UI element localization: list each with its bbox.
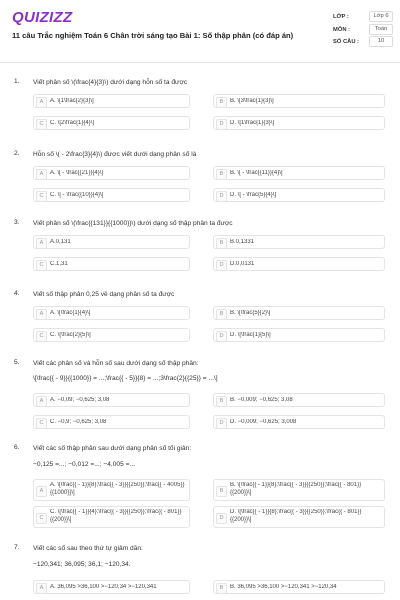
question-text: Viết các phân số và hỗn số sau dưới dạng số thập phân: xyxy=(33,360,199,367)
option-a[interactable] xyxy=(33,393,190,407)
option-a[interactable] xyxy=(33,580,190,594)
option-text: D. \[\frac{1}{5}\] xyxy=(230,332,271,338)
page-title: 11 câu Trắc nghiệm Toán 6 Chân trời sáng tạo Bài 1: Số thập phân (có đáp án) xyxy=(12,31,294,40)
option-text: D. \[\frac{{ - 1}}{8};\frac{{ - 3}}{{250}};\frac{{ - 801}}{{200}}\] xyxy=(230,509,362,523)
option-text: C.1,31 xyxy=(50,261,68,267)
option-letter: C xyxy=(36,513,47,524)
option-letter: B xyxy=(216,169,227,180)
option-letter: C xyxy=(36,191,47,202)
question-1 xyxy=(0,78,400,138)
question-number: 4. xyxy=(14,290,20,297)
option-b[interactable] xyxy=(213,235,385,249)
option-text: B. \[3\frac{1}{3}\] xyxy=(230,98,274,104)
option-letter: A xyxy=(36,169,47,180)
option-letter: C xyxy=(36,418,47,429)
option-letter: B xyxy=(216,486,227,497)
question-text: Viết số thập phân 0,25 về dạng phân số ta được xyxy=(33,291,175,298)
option-b[interactable] xyxy=(213,580,385,594)
option-letter: D xyxy=(216,331,227,342)
meta-label: MÔN : xyxy=(333,26,351,33)
option-text: A. −0,09; −0,625; 3,08 xyxy=(50,397,110,403)
option-letter: C xyxy=(36,260,47,271)
question-number: 6. xyxy=(14,444,20,451)
option-text: B. \[\frac{{ - 1}}{8};\frac{{ - 3}}{{250}};\frac{{ - 801}}{{200}}\] xyxy=(230,482,362,496)
option-d[interactable] xyxy=(213,415,385,429)
meta-panel xyxy=(333,11,393,49)
option-text: D.0,0131 xyxy=(230,261,255,267)
question-text: Viết phân số \(\frac{{131}}{{1000}}\) dưới dạng số thập phân ta được xyxy=(33,220,233,227)
option-a[interactable] xyxy=(33,235,190,249)
option-letter: D xyxy=(216,260,227,271)
option-letter: D xyxy=(216,418,227,429)
question-2 xyxy=(0,150,400,210)
question-number: 5. xyxy=(14,359,20,366)
question-text: Viết phân số \(\frac{4}{3}\) dưới dạng hỗn số ta được xyxy=(33,79,188,86)
question-subtext: \[\frac{{ - 9}}{{1000}} = ...;\frac{{ - 5}}{8} = ...;3\frac{2}{{25}} = ...\] xyxy=(33,375,218,382)
option-a[interactable] xyxy=(33,166,190,180)
option-b[interactable] xyxy=(213,479,385,501)
option-text: C. \[ - \frac{{10}}{4}\] xyxy=(50,192,104,198)
question-4 xyxy=(0,290,400,350)
option-d[interactable] xyxy=(213,116,385,130)
option-letter: B xyxy=(216,309,227,320)
option-letter: A xyxy=(36,583,47,594)
option-c[interactable] xyxy=(33,506,190,528)
option-letter: C xyxy=(36,331,47,342)
option-letter: A xyxy=(36,396,47,407)
meta-row-question-count xyxy=(333,36,393,49)
meta-value: Lớp 6 xyxy=(369,11,393,22)
option-text: B. −0,009; −0,625; 3,08 xyxy=(230,397,293,403)
option-text: A.0,131 xyxy=(50,239,71,245)
option-text: C. −0,9; −0,625; 3,08 xyxy=(50,419,107,425)
option-text: B. 36,095 >36,100 >−120,341 >−120,34 xyxy=(230,584,337,590)
option-letter: D xyxy=(216,191,227,202)
option-text: C. \[\frac{{ - 1}}{4};\frac{{ - 3}}{{250}};\frac{{ - 801}}{{200}}\] xyxy=(50,509,182,523)
option-d[interactable] xyxy=(213,188,385,202)
question-6 xyxy=(0,444,400,534)
option-letter: D xyxy=(216,513,227,524)
option-letter: A xyxy=(36,486,47,497)
option-a[interactable] xyxy=(33,479,190,501)
option-letter: B xyxy=(216,583,227,594)
question-number: 1. xyxy=(14,78,20,85)
option-text: A. \[1\frac{2}{3}\] xyxy=(50,98,94,104)
option-letter: A xyxy=(36,309,47,320)
option-text: D. \[1\frac{1}{3}\] xyxy=(230,120,275,126)
option-c[interactable] xyxy=(33,116,190,130)
option-c[interactable] xyxy=(33,415,190,429)
option-a[interactable] xyxy=(33,94,190,108)
option-text: A. 36,095 >36,100 >−120,34 >−120,341 xyxy=(50,584,157,590)
meta-label: LỚP : xyxy=(333,14,349,20)
question-7 xyxy=(0,544,400,600)
question-5 xyxy=(0,359,400,434)
option-b[interactable] xyxy=(213,166,385,180)
option-d[interactable] xyxy=(213,506,385,528)
question-number: 7. xyxy=(14,544,20,551)
option-a[interactable] xyxy=(33,306,190,320)
option-b[interactable] xyxy=(213,393,385,407)
question-text: Viết các số thập phân sau dưới dạng phân số tối giản: xyxy=(33,445,192,452)
option-d[interactable] xyxy=(213,328,385,342)
option-b[interactable] xyxy=(213,306,385,320)
worksheet-header xyxy=(0,0,400,63)
option-letter: D xyxy=(216,119,227,130)
option-c[interactable] xyxy=(33,188,190,202)
option-text: B. \[\frac{5}{2}\] xyxy=(230,310,271,316)
option-letter: B xyxy=(216,238,227,249)
question-text: Viết các số sau theo thứ tự giảm dần: xyxy=(33,545,143,552)
option-d[interactable] xyxy=(213,257,385,271)
option-letter: B xyxy=(216,396,227,407)
option-text: C. \[\frac{2}{5}\] xyxy=(50,332,91,338)
option-text: A. \[\frac{1}{4}\] xyxy=(50,310,91,316)
question-3 xyxy=(0,219,400,279)
option-c[interactable] xyxy=(33,257,190,271)
question-number: 3. xyxy=(14,219,20,226)
quizizz-logo[interactable]: QUIZIZZ xyxy=(12,9,73,26)
option-text: D. \[ - \frac{5}{4}\] xyxy=(230,192,277,198)
meta-row-grade xyxy=(333,11,393,24)
option-text: B. \[ - \frac{{11}}{4}\] xyxy=(230,170,283,176)
question-number: 2. xyxy=(14,150,20,157)
option-letter: C xyxy=(36,119,47,130)
option-text: C. \[2\frac{1}{4}\] xyxy=(50,120,95,126)
option-text: D. −0,009; −0,625; 3,008 xyxy=(230,419,297,425)
option-text: A. \[\frac{{ - 1}}{8};\frac{{ - 3}}{{250}};\frac{{ - 4005}}{{1000}}\] xyxy=(50,482,185,496)
meta-row-subject xyxy=(333,24,393,37)
meta-label: SỐ CÂU : xyxy=(333,39,360,45)
question-subtext: −0,125 =...; −0,012 =...; −4,005 =... xyxy=(33,461,135,468)
meta-value: Toán xyxy=(369,24,393,35)
option-text: A. \[ - \frac{{21}}{4}\] xyxy=(50,170,104,176)
option-b[interactable] xyxy=(213,94,385,108)
question-subtext: −120,341; 36,095; 36,1; −120,34. xyxy=(33,561,131,568)
option-text: B.0,1331 xyxy=(230,239,255,245)
meta-value: 10 xyxy=(369,36,393,47)
option-letter: A xyxy=(36,238,47,249)
option-letter: A xyxy=(36,97,47,108)
question-text: Hỗn số \( - 2\frac{3}{4}\) được viết dưới dạng phân số là xyxy=(33,151,197,158)
option-c[interactable] xyxy=(33,328,190,342)
option-letter: B xyxy=(216,97,227,108)
